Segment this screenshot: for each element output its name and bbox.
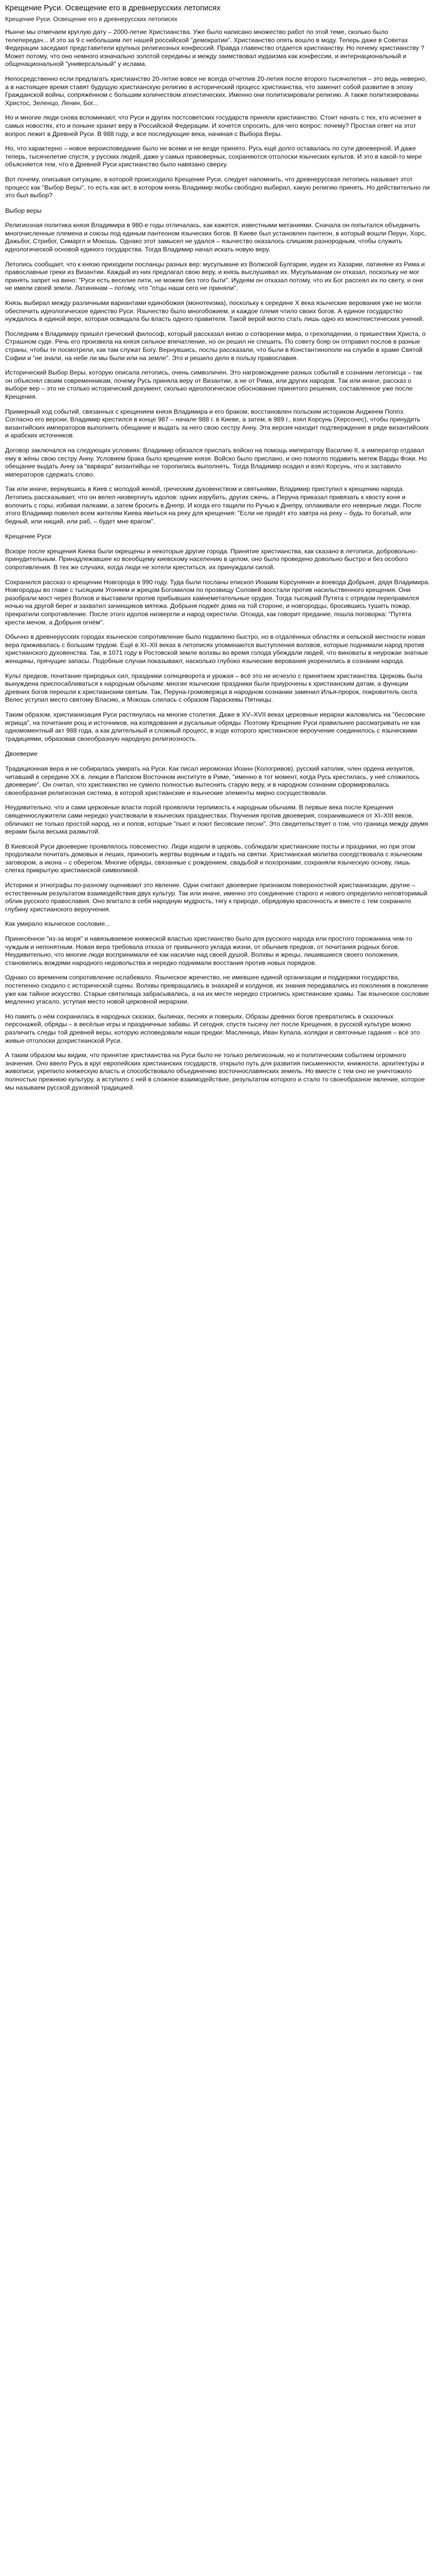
paragraph: Непосредственно если предлагать христианство 20-летие вовсе не всегда отчетлив 20-летия после второго тысячелетия – это ведь неверно, а в настоящее время ставят будущую христианскую религию в исторический процесс христианства, что заменит собой развитие в эпоху Гражданской войны, сопряжённом с большим количеством атеистических. Именно они политизировали религию. А также политизированы Христос, Зеленцо, Ленин, Бог... [5,75,427,107]
paragraph: Но и многие люди снова вспоминают, что Руси и других постсоветских государств приняли христианство. Стоит начать с тех, кто исчезнет в самых новостях, кто и поныне хранит веру в Российской Федерации. И хочется спросить, для чего вопрос: почему? Простая ответ на этот вопрос лежит в Древней Руси. В 988 году, и все последующие века, начиная с Выбора Веры. [5,114,422,138]
article-section [5,207,431,526]
paragraph: Историки и этнографы по-разному оценивают это явление. Одни считают двоеверие признаком поверхностной христианизации, другие – естественным результатом взаимодействия двух культур. Так или иначе, именно это соединение старого и нового определило неповторимый облик русского православия. Оно впитало в себя народную мудрость, тягу к природе, обрядовую красочность и вместе с тем сохранило глубину христианского вероучения. [5,882,428,913]
section-heading: Выбор веры [5,207,42,214]
paragraph: Однако со временем сопротивление ослабевало. Языческое жречество, не имевшее единой организации и поддержки государства, постепенно сходило с исторической сцены. Волхвы превращались в знахарей и колдунов, их знания передавались из поколения в поколение уже как тайное искусство. Старые святилища забрасывались, а на их месте нередко строились христианские храмы. Так языческое сословие медленно угасало, уступая место новой церковной иерархии. [5,974,429,1006]
paragraph: Так или иначе, вернувшись в Киев с молодой женой, греческим духовенством и святынями, Владимир приступил к крещению народа. Летопись рассказывает, что он велел низвергнуть идолов: одних изрубить, других сжечь, а Перуна приказал привязать к хвосту коня и волочить с горы, избивая палками, а затем бросить в Днепр. И когда его тащили по Ручью к Днепру, оплакивали его неверные люди. После этого Владимир повелел всем жителям Киева явиться на реку для крещения: "Если не придёт кто завтра на реку – будь то богатый, или бедный, или нищий, или раб, – будет мне врагом". [5,485,422,525]
paragraph: Последним к Владимиру пришёл греческий философ, который рассказал князю о сотворении мира, о грехопадении, о пришествии Христа, о Страшном суде. Речь его произвела на князя сильное впечатление, но он решил не спешить. По совету бояр он отправил послов в разные страны, чтобы те посмотрели, как там служат Богу. Вернувшись, послы рассказали, что были в Константинополе на службе в храме Святой Софии и "не знали, на небе ли мы были или на земле". Это и решило дело в пользу православия. [5,330,426,362]
paragraph: Примерный ход событий, связанных с крещением князя Владимира и его браком, восстановлен польским историком Анджеем Поппэ. Согласно его версии, Владимир крестился в конце 987 – начале 988 г. в Киеве, а затем, в 989 г., взял Корсунь (Херсонес), чтобы принудить византийских императоров выполнить обещание и выдать за него свою сестру Анну. Эта версия находит подтверждение в ряде византийских и арабских источников. [5,408,429,439]
paragraph: Принесённое "из-за моря" и навязываемое княжеской властью христианство было для русского народа или простого горожанина чем-то чуждым и непонятным. Новая вера требовала отказа от привычного уклада жизни, от обычаев предков, от почитания родных богов. Неудивительно, что многие люди воспринимали её как насилие над своей душой. Волхвы и жрецы, лишившиеся своего положения, становились вождями народного недовольства и нередко поднимали восстания против новых порядков. [5,935,412,967]
paragraph: Договор заключался на следующих условиях: Владимир обязался прислать войско на помощь императору Василию II, а император отдавал ему в жёны свою сестру Анну. Условием брака было крещение князя. Войско было прислано, и оно помогло подавить мятеж Варды Фоки. Но обещание выдать Анну за "варвара" византийцы не торопились выполнять. Тогда Владимир осадил и взял Корсунь, что и заставило императоров сдержать слово. [5,446,427,478]
paragraph: Как умирало языческое сословие... [5,920,110,928]
paragraph: Но, что характерно – новое вероисповедание было не всеми и не везде принято. Русь ещё долго оставалась по сути двоеверной. И даже теперь, тысячелетие спустя, у русских людей, даже у самых правоверных, сохраняются отголоски языческих культов. И это в какой-то мере объясняется тем, что в Древней Руси христианство было навязано сверху. [5,145,422,168]
paragraph: Сохранился рассказ о крещении Новгорода в 990 году. Туда были посланы епископ Иоаким Корсунянин и воевода Добрыня, дядя Владимира. Новгородцы во главе с тысяцким Угоняем и жрецом Богомилом по прозвищу Соловей восстали против насильственного крещения. Они разобрали мост через Волхов и выставили против прибывших камнеметательные орудия. Тогда тысяцкий Путята с отрядом переправился ночью на другой берег и захватил зачинщиков мятежа. Добрыня поджёг дома на той стороне, и новгородцы, бросившись тушить пожар, прекратили сопротивление. После этого идолов низвергли и народ окрестили. Отсюда, как говорит предание, пошла поговорка: "Путята крести мечом, а Добрыня огнём". [5,578,430,626]
article-section [5,750,431,928]
document-title: Крещение Руси. Освещение его в древнерусских летописях [5,4,221,12]
paragraph: Религиозная политика князя Владимира в 980-е годы отличалась, как кажется, известными метаниями. Сначала он попытался объединить многочисленные племена и союзы под единым пантеоном языческих богов. В Киеве был установлен пантеон, в который вошли Перун, Хорс, Дажьбог, Стрибог, Симаргл и Мокошь. Однако этот замысел не удался – язычество оказалось слишком разнородным, чтобы служить идеологической основой единого государства. Тогда Владимир начал искать новую веру. [5,222,426,253]
paragraph: Неудивительно, что и сами церковные власти порой проявляли терпимость к народным обычаям. В первые века после Крещения священнослужители сами нередко участвовали в языческих празднествах. Поучения против двоеверия, сохранившиеся от XI–XIII веков, обличают не только простой народ, но и попов, которые "пьют и поют бесовские песни". Это свидетельствует о том, что граница между двумя верами была весьма размытой. [5,804,428,836]
paragraph: Вот почему, описывая ситуацию, в которой происходило Крещение Руси, следует напомнить, что древнерусская летопись называет этот процесс как "Выбор Веры", то есть как акт, в котором князь Владимир якобы свободно выбирал, какую религию принять. Но действительно ли это был выбор? [5,175,430,199]
paragraph: Традиционная вера и не собиралась умирать на Руси. Как писал иеромонах Иоанн (Кологривов), русский католик, член ордена иезуитов, читавший в середине XX в. лекции в Папском Восточном институте в Риме, "именно в тот момент, когда Русь крестилась, у неё сложилось двоеверие". Он считал, что христианство не сумело полностью вытеснить старую веру, и в народном сознании сформировалась своеобразная религиозная система, в которой христианские и языческие элементы мирно сосуществовали. [5,765,420,796]
paragraph: Таким образом, христианизация Руси растянулась на многие столетия. Даже в XV–XVII веках церковные иерархи жаловались на "бесовские игрища", на почитание рощ и источников, на колядования и русальные обряды. Поэтому Крещение Руси правильнее рассматривать не как одномоментный акт 988 года, а как длительный и сложный процесс, в ходе которого христианское вероучение соединилось с языческими традициями, образовав своеобразную народную религиозность. [5,710,425,742]
paragraph: Культ предков, почитание природных сил, праздники солнцеворота и урожая – всё это не исчезло с принятием христианства. Церковь была вынуждена приспосабливаться к народным обычаям: многие языческие праздники были приурочены к христианским датам, а функции древних богов перешли к христианским святым. Так, Перуна-громовержца в народном сознании заменил Илья-пророк, покровитель скота Велес уступил место святому Власию, а Мокошь слилась с образом Параскевы Пятницы. [5,672,423,704]
paragraph: Летопись сообщает, что к князю приходили посланцы разных вер: мусульмане из Волжской Булгарии, иудеи из Хазарии, латиняне из Рима и православные греки из Византии. Каждый из них предлагал свою веру, и князь выслушивал их. Мусульманам он отказал, поскольку не мог принять запрет на вино: "Руси есть веселие пити, не можем без того быти". Иудеям он отказал потому, что их Бог рассеял их по свету, и они не имели своей земли. Латинянам – потому, что "отцы наши сего не приняли". [5,260,425,292]
document-subtitle: Крещение Руси. Освещение его в древнерусских летописях [5,15,178,23]
article-section [5,28,431,200]
article-body [5,28,431,1092]
paragraph: Но память о нём сохранилась в народных сказках, былинах, песнях и поверьях. Образы древних богов превратились в сказочных персонажей, обряды – в весёлые игры и праздничные забавы. И сегодня, спустя тысячу лет после Крещения, в русской культуре можно различить следы той древней веры, которую исповедовали наши предки: Масленица, Иван Купала, колядки и святочные гадания – всё это живые отголоски дохристианской Руси. [5,1012,420,1044]
paragraph: Обычно в древнерусских городах языческое сопротивление было подавлено быстро, но в отдалённых областях и сельской местности новая вера приживалась с большим трудом. Ещё в XI–XII веках в летописях упоминаются выступления волхвов, которые поднимали народ против христианского духовенства. Так, в 1071 году в Ростовской земле волхвы во время голода убеждали людей, что виноваты в неурожае знатные женщины, прячущие запасы. Подобные случаи показывают, насколько глубоко языческие верования укоренились в сознании народа. [5,633,428,665]
section-heading: Двоеверие [5,750,38,758]
paragraph: А таким образом мы видим, что принятие христианства на Руси было не только религиозным, но и политическим событием огромного значения. Оно ввело Русь в круг европейских христианских государств, открыло путь для развития письменности, книжности, архитектуры и живописи, укрепило княжескую власть и способствовало объединению восточнославянских земель. Но вместе с тем оно не уничтожило полностью прежнюю культуру, а вступило с ней в сложное взаимодействие, результатом которого и стало то своеобразное явление, которое мы называем русской духовной традицией. [5,1052,425,1091]
paragraph: В Киевской Руси двоеверие проявлялось повсеместно. Люди ходили в церковь, соблюдали христианские посты и праздники, но при этом продолжали почитать домовых и леших, приносить жертвы водяным и гадать на святки. Христианская молитва соседствовала с языческим заговором, а икона – с оберегом. Многие обряды, связанные с рождением, свадьбой и похоронами, сохраняли языческую основу, лишь слегка прикрытую христианской символикой. [5,842,422,874]
paragraph: Вскоре после крещения Киева были окрещены и некоторые другие города. Принятие христианства, как сказано в летописи, добровольно-принудительным. Принадлежавшее ко всеобщему киевскому населению в целом, оно было проведено довольно быстро и без особого сопротивления. В тех же случаях, когда люди не хотели креститься, их принуждали силой. [5,547,417,571]
section-heading: Крещение Руси [5,533,51,540]
paragraph: Князь выбирал между различными вариантами единобожия (монотеизма), поскольку к середине X века языческие верования уже не могли обеспечить идеологическое единство Руси. Язычество было многобожием, и каждое племя чтило своих богов. А единое государство нуждалось в единой вере, которая освящала бы власть одного правителя. Такой верой могло стать лишь одно из монотеистических учений. [5,299,424,323]
paragraph: Нынче мы отмечаем круглую дату – 2000-летие Христианства. Уже было написано множество работ по этой теме, сколько было телепередач... И это за 9 с небольшим лет нашей российской "демократии". Христианство опять вошло в моду. Теперь даже в Советах Федерации заседают представители крупных религиозных конфессий. Правда главенство отдается христианству. Но почему христианству ? Может потому, что оно немного изначально золотой середины и между заимствовал иудаизма как конфессии, и интернациональный и общенациональной "универсальный" у ислама. [5,28,425,68]
article-section [5,533,431,743]
article-section [5,935,431,1092]
paragraph: Исторический Выбор Веры, которую описала летопись, очень символичен. Это нагромождение разных событий в сознании летописца – так он объяснял своим современникам, почему Русь приняла веру от Византии, а не от Рима, или других народов. Так или иначе, рассказ о выборе вер – это не столько исторический документ, сколько идеологическое обоснование принятого решения, составленное уже после Крещения. [5,369,423,400]
